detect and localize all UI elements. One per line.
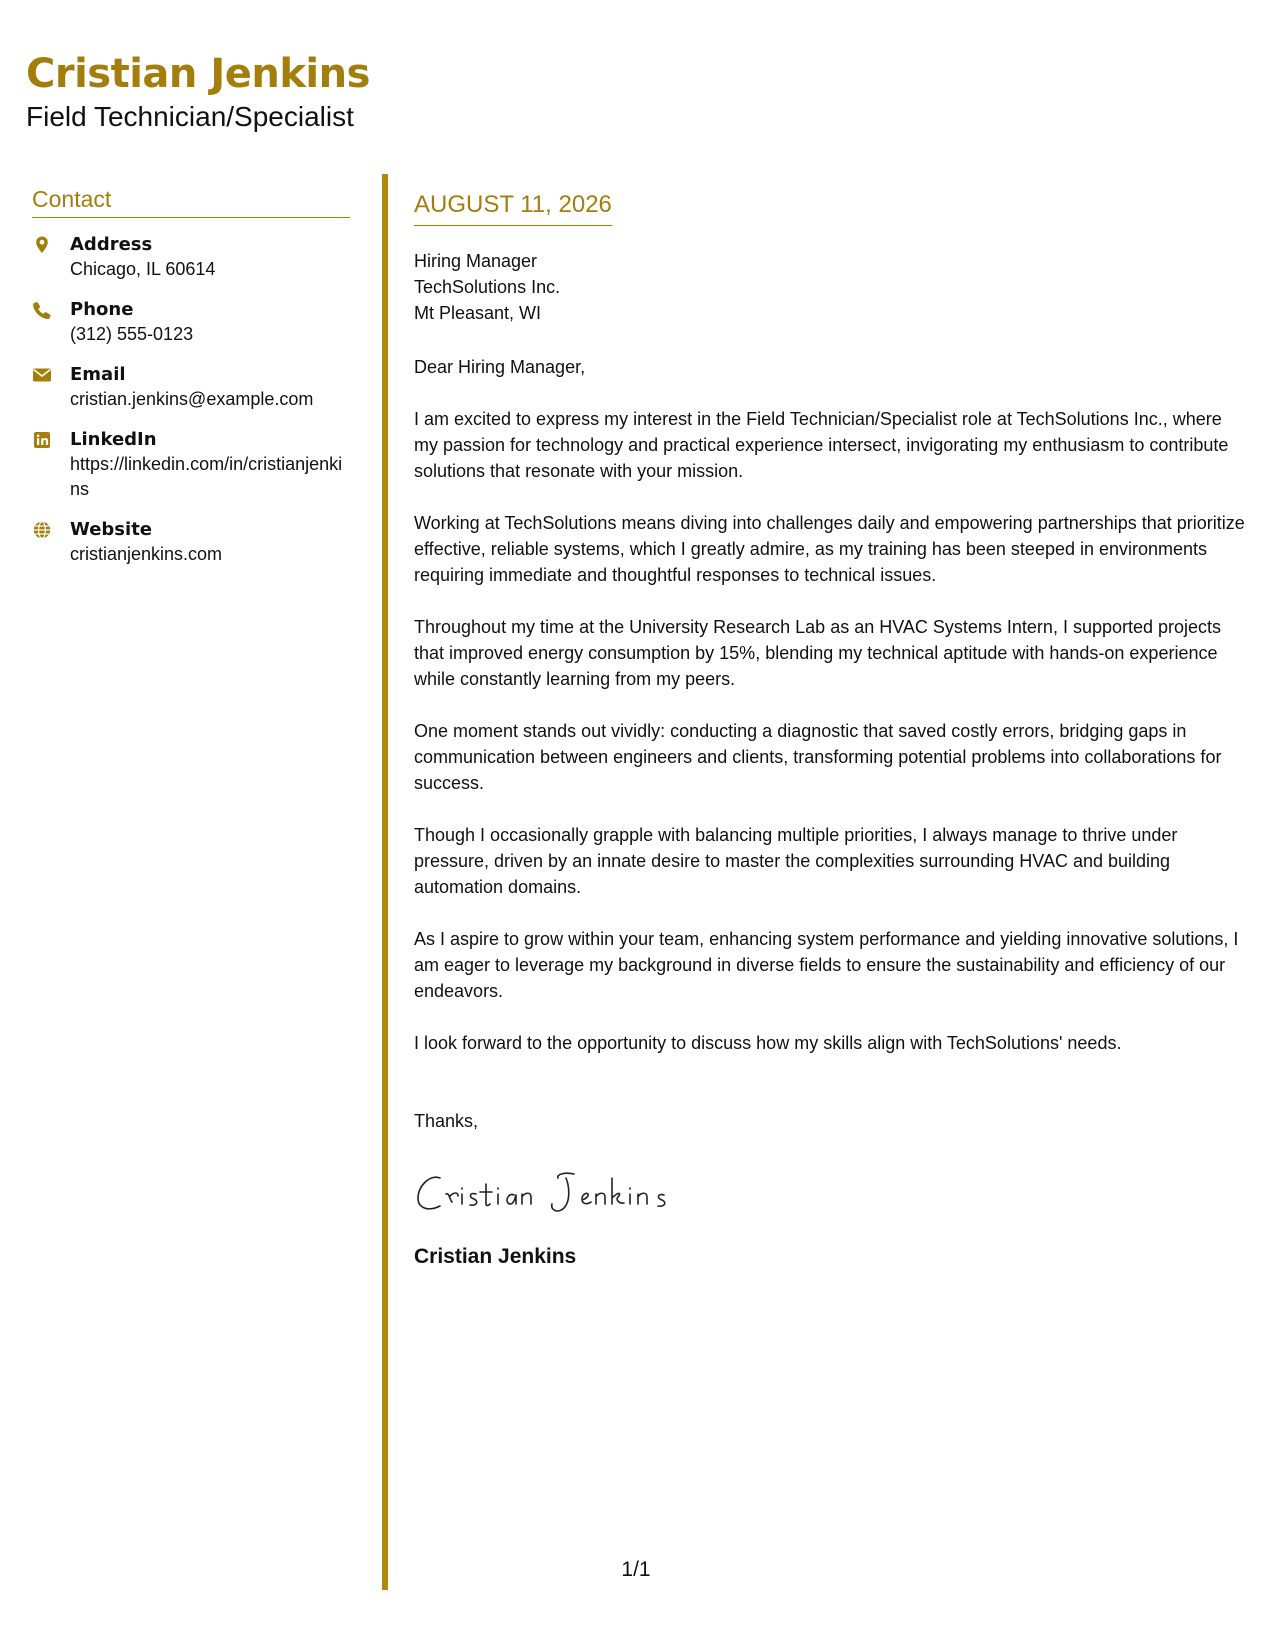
header: [26, 48, 370, 134]
contact-email: [32, 362, 350, 412]
paragraph: Throughout my time at the University Research Lab as an HVAC Systems Intern, I supported projects that improved energy consumption by 15%, blending my technical aptitude with hands-on experience while constantly learning from my peers.: [414, 617, 1222, 689]
signer-name: Cristian Jenkins: [414, 1245, 577, 1268]
recipient-block: [414, 248, 1246, 326]
map-pin-icon: [32, 232, 70, 282]
linkedin-icon: [32, 427, 70, 502]
contact-phone: [32, 297, 350, 347]
vertical-divider: [382, 174, 388, 1590]
phone-icon: [32, 297, 70, 347]
envelope-icon: [32, 362, 70, 412]
closing: Thanks,: [414, 1111, 479, 1131]
contact-sidebar: [32, 186, 350, 582]
linkedin-label: LinkedIn: [70, 429, 157, 450]
paragraph: As I aspire to grow within your team, enhancing system performance and yielding innovative solutions, I am eager to leverage my background in diverse fields to ensure the sustainability and efficiency of our endeavors.: [414, 929, 1239, 1001]
address-label: Address: [70, 234, 153, 255]
address-value: Chicago, IL 60614: [70, 259, 216, 279]
contact-website: [32, 517, 350, 567]
recipient-company: TechSolutions Inc.: [414, 277, 561, 297]
paragraph: Working at TechSolutions means diving into challenges daily and empowering partnerships that prioritize effective, reliable systems, which I greatly admire, as my training has been steeped in environments requiring immediate and thoughtful responses to technical issues.: [414, 513, 1245, 585]
linkedin-value[interactable]: https://linkedin.com/in/cristianjenkins: [70, 454, 343, 499]
contact-linkedin: [32, 427, 350, 502]
paragraph: Though I occasionally grapple with balancing multiple priorities, I always manage to thrive under pressure, driven by an innate desire to master the complexities surrounding HVAC and building automation domains.: [414, 825, 1178, 897]
email-value: cristian.jenkins@example.com: [70, 389, 314, 409]
phone-value: (312) 555-0123: [70, 324, 194, 344]
candidate-name: Cristian Jenkins: [26, 51, 370, 97]
website-value[interactable]: cristianjenkins.com: [70, 544, 223, 564]
recipient-location: Mt Pleasant, WI: [414, 303, 542, 323]
letter-date: AUGUST 11, 2026: [414, 190, 612, 226]
paragraph: I look forward to the opportunity to discuss how my skills align with TechSolutions' needs.: [414, 1033, 1122, 1053]
contact-address: [32, 232, 350, 282]
letter-body: [414, 190, 1246, 1271]
paragraph: One moment stands out vividly: conducting a diagnostic that saved costly errors, bridging gaps in communication between engineers and clients, transforming potential problems into collaborations for success.: [414, 721, 1222, 793]
phone-label: Phone: [70, 299, 134, 320]
website-label: Website: [70, 519, 153, 540]
candidate-role: Field Technician/Specialist: [26, 101, 354, 132]
handwritten-signature: [414, 1164, 674, 1220]
contact-title: Contact: [32, 186, 350, 218]
salutation: Dear Hiring Manager,: [414, 357, 586, 377]
globe-icon: [32, 517, 70, 567]
paragraph: I am excited to express my interest in the Field Technician/Specialist role at TechSolutions Inc., where my passion for technology and practical experience intersect, invigorating my enthusiasm to contribute solutions that resonate with your mission.: [414, 409, 1229, 481]
recipient-title: Hiring Manager: [414, 251, 538, 271]
email-label: Email: [70, 364, 126, 385]
page-number: 1/1: [621, 1558, 651, 1581]
